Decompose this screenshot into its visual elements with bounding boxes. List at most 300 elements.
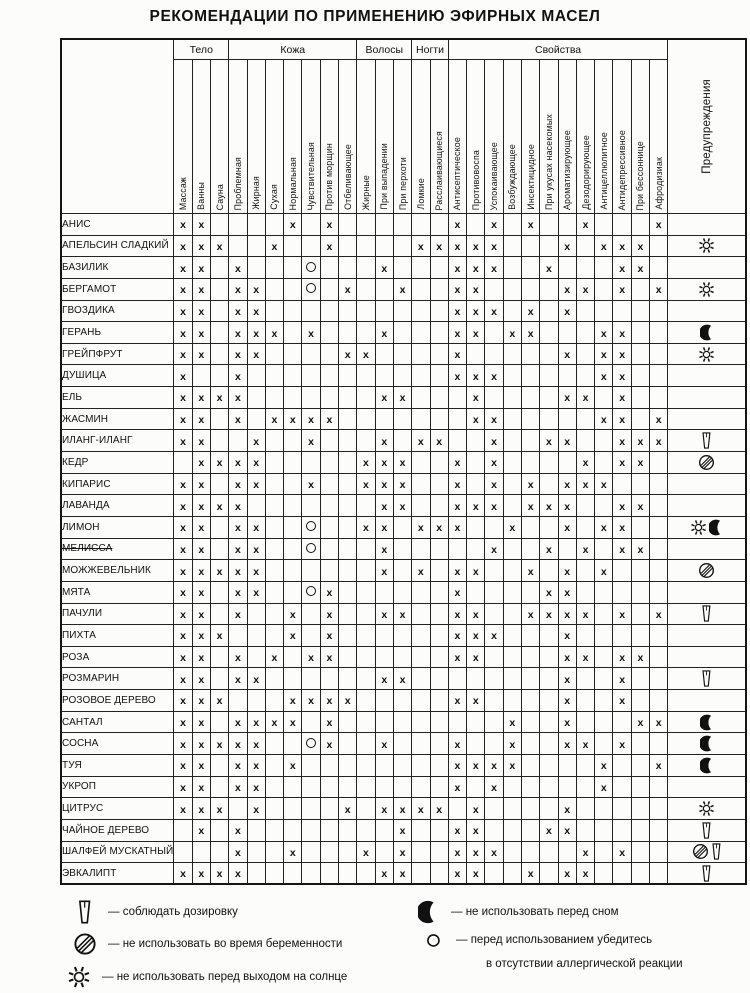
matrix-cell (192, 581, 210, 603)
matrix-cell (467, 776, 485, 798)
matrix-cell (430, 625, 448, 647)
matrix-cell (174, 711, 192, 733)
x-mark: х (454, 695, 461, 708)
matrix-cell (265, 646, 283, 668)
matrix-cell (650, 473, 668, 495)
x-mark: х (527, 219, 534, 232)
matrix-cell (357, 343, 375, 365)
x-mark: х (619, 695, 626, 708)
matrix-cell (339, 646, 357, 668)
x-mark: х (234, 717, 241, 730)
x-mark: х (564, 608, 571, 621)
matrix-cell (247, 690, 265, 712)
matrix-cell (448, 430, 466, 452)
matrix-cell (448, 841, 466, 863)
matrix-cell (448, 343, 466, 365)
matrix-cell (485, 214, 503, 236)
matrix-cell (576, 581, 594, 603)
matrix-cell (302, 278, 320, 300)
matrix-cell (521, 733, 539, 755)
matrix-cell (540, 300, 558, 322)
matrix-cell (576, 625, 594, 647)
matrix-cell (247, 278, 265, 300)
matrix-cell (247, 560, 265, 582)
matrix-cell (540, 235, 558, 257)
matrix-cell (375, 430, 393, 452)
matrix-cell (192, 603, 210, 625)
matrix-cell (192, 560, 210, 582)
x-mark: х (546, 608, 552, 621)
matrix-cell (265, 863, 283, 885)
x-mark: х (582, 652, 589, 665)
x-mark: х (527, 479, 534, 491)
x-mark: х (491, 435, 497, 448)
x-mark: х (234, 414, 241, 427)
matrix-cell (467, 343, 485, 365)
x-mark: х (344, 284, 351, 297)
x-mark: х (198, 825, 205, 838)
matrix-cell (558, 387, 576, 409)
matrix-cell (613, 495, 631, 517)
matrix-cell (284, 408, 302, 430)
x-mark: х (491, 500, 497, 513)
matrix-cell (448, 538, 466, 560)
group-header: Ногти (412, 39, 449, 60)
matrix-cell (430, 516, 448, 538)
matrix-cell (412, 668, 430, 690)
x-mark: х (600, 522, 607, 535)
x-mark: х (308, 327, 314, 340)
matrix-cell (558, 733, 576, 755)
matrix-cell (247, 863, 265, 885)
warning-cell (668, 387, 746, 409)
matrix-cell (558, 235, 576, 257)
matrix-cell (595, 841, 613, 863)
matrix-cell (210, 452, 228, 474)
x-mark: х (216, 868, 223, 881)
matrix-cell (320, 278, 338, 300)
x-mark: х (234, 457, 241, 470)
x-mark: х (527, 868, 534, 881)
matrix-cell (393, 430, 411, 452)
matrix-cell (229, 538, 247, 560)
x-mark: х (180, 500, 186, 513)
matrix-cell (467, 452, 485, 474)
matrix-cell (467, 819, 485, 841)
matrix-cell (393, 452, 411, 474)
matrix-cell (558, 278, 576, 300)
x-mark: х (491, 781, 497, 794)
matrix-cell (320, 863, 338, 885)
matrix-cell (595, 690, 613, 712)
legend-item (72, 932, 342, 956)
matrix-cell (448, 646, 466, 668)
matrix-cell (174, 430, 192, 452)
matrix-cell (302, 798, 320, 820)
matrix-cell (631, 408, 649, 430)
matrix-cell (210, 581, 228, 603)
column-header: Ломкие (412, 60, 430, 214)
x-mark: х (600, 565, 607, 578)
matrix-cell (650, 235, 668, 257)
matrix-cell (540, 430, 558, 452)
oil-row (61, 733, 746, 755)
matrix-cell (339, 235, 357, 257)
x-mark: х (491, 219, 497, 232)
oil-row (61, 625, 746, 647)
matrix-cell (521, 841, 539, 863)
matrix-cell (521, 560, 539, 582)
x-mark: х (491, 479, 497, 491)
matrix-cell (174, 278, 192, 300)
x-mark: х (546, 262, 552, 275)
matrix-cell (174, 235, 192, 257)
matrix-cell (192, 646, 210, 668)
x-mark: х (180, 219, 186, 232)
legend-text: — не использовать перед выходом на солнце (102, 971, 348, 983)
x-mark: х (564, 284, 571, 297)
oil-row (61, 819, 746, 841)
matrix-cell (521, 776, 539, 798)
matrix-cell (174, 776, 192, 798)
matrix-cell (174, 560, 192, 582)
x-mark: х (363, 457, 369, 470)
matrix-cell (375, 300, 393, 322)
x-mark: х (381, 803, 388, 816)
matrix-cell (393, 257, 411, 279)
matrix-cell (284, 452, 302, 474)
matrix-cell (320, 343, 338, 365)
matrix-cell (485, 365, 503, 387)
x-mark: х (546, 435, 552, 448)
x-mark: х (619, 457, 626, 470)
matrix-cell (320, 235, 338, 257)
matrix-cell (375, 603, 393, 625)
x-mark: х (454, 479, 461, 491)
x-mark: х (619, 846, 626, 859)
sun-icon (698, 237, 715, 254)
matrix-cell (174, 408, 192, 430)
x-mark: х (253, 349, 260, 362)
matrix-cell (284, 560, 302, 582)
matrix-cell (576, 322, 594, 344)
matrix-cell (558, 214, 576, 236)
matrix-cell (357, 690, 375, 712)
matrix-cell (521, 257, 539, 279)
matrix-cell (430, 300, 448, 322)
oil-name: АПЕЛЬСИН СЛАДКИЙ (61, 235, 174, 257)
matrix-cell (339, 473, 357, 495)
x-mark: х (637, 435, 644, 448)
x-mark: х (253, 305, 260, 318)
x-mark: х (454, 738, 461, 751)
matrix-cell (393, 755, 411, 777)
matrix-cell (302, 387, 320, 409)
matrix-cell (412, 322, 430, 344)
x-mark: х (582, 479, 589, 491)
x-mark: х (180, 738, 186, 751)
matrix-cell (192, 819, 210, 841)
matrix-cell (229, 625, 247, 647)
matrix-cell (339, 408, 357, 430)
column-header: При перхоти (393, 60, 411, 214)
oil-name: РОЗА (61, 646, 174, 668)
matrix-cell (595, 214, 613, 236)
matrix-cell (540, 711, 558, 733)
matrix-cell (265, 711, 283, 733)
warning-cell (668, 214, 746, 236)
matrix-cell (650, 278, 668, 300)
x-mark: х (198, 219, 205, 232)
x-mark: х (454, 500, 461, 513)
x-mark: х (198, 522, 205, 535)
matrix-cell (613, 387, 631, 409)
matrix-cell (485, 690, 503, 712)
sun-icon (67, 965, 91, 989)
matrix-cell (448, 776, 466, 798)
x-mark: х (509, 327, 516, 340)
matrix-cell (284, 257, 302, 279)
x-mark: х (180, 717, 186, 730)
matrix-cell (174, 733, 192, 755)
matrix-cell (613, 646, 631, 668)
sun-icon (698, 800, 715, 817)
dosage-icon (701, 865, 712, 882)
matrix-cell (247, 408, 265, 430)
x-mark: х (619, 522, 626, 535)
x-mark: х (234, 825, 241, 838)
x-mark: х (180, 240, 186, 253)
matrix-cell (339, 430, 357, 452)
x-mark: х (655, 284, 662, 297)
x-mark: х (454, 587, 461, 600)
matrix-cell (467, 387, 485, 409)
matrix-cell (430, 257, 448, 279)
x-mark: х (198, 262, 205, 275)
matrix-cell (485, 300, 503, 322)
x-mark: х (491, 760, 497, 773)
x-mark: х (417, 803, 424, 816)
matrix-cell (595, 863, 613, 885)
matrix-cell (375, 625, 393, 647)
matrix-cell (375, 581, 393, 603)
matrix-cell (174, 387, 192, 409)
matrix-cell (393, 495, 411, 517)
matrix-cell (650, 300, 668, 322)
matrix-cell (412, 387, 430, 409)
x-mark: х (509, 738, 516, 751)
matrix-cell (558, 452, 576, 474)
matrix-cell (174, 646, 192, 668)
oil-row (61, 841, 746, 863)
matrix-cell (467, 863, 485, 885)
matrix-cell (467, 755, 485, 777)
matrix-cell (503, 495, 521, 517)
matrix-cell (393, 603, 411, 625)
matrix-cell (320, 300, 338, 322)
column-header: Успокаивающее (485, 60, 503, 214)
x-mark: х (454, 652, 461, 665)
x-mark: х (216, 457, 223, 470)
matrix-cell (540, 646, 558, 668)
matrix-cell (650, 560, 668, 582)
matrix-cell (503, 235, 521, 257)
x-mark: х (381, 522, 388, 535)
matrix-cell (485, 560, 503, 582)
matrix-cell (375, 711, 393, 733)
matrix-cell (576, 603, 594, 625)
matrix-cell (540, 755, 558, 777)
x-mark: х (564, 717, 571, 730)
column-header: При укусах насекомых (540, 60, 558, 214)
matrix-cell (650, 322, 668, 344)
matrix-cell (540, 214, 558, 236)
x-mark: х (582, 457, 589, 470)
matrix-cell (650, 841, 668, 863)
matrix-cell (265, 798, 283, 820)
matrix-cell (631, 387, 649, 409)
matrix-cell (576, 408, 594, 430)
matrix-cell (521, 495, 539, 517)
matrix-cell (339, 560, 357, 582)
matrix-cell (320, 560, 338, 582)
matrix-cell (521, 581, 539, 603)
matrix-cell (284, 841, 302, 863)
matrix-cell (430, 819, 448, 841)
matrix-cell (467, 408, 485, 430)
oil-row (61, 538, 746, 560)
x-mark: х (527, 608, 534, 621)
matrix-cell (265, 365, 283, 387)
matrix-cell (650, 538, 668, 560)
matrix-cell (375, 495, 393, 517)
x-mark: х (198, 457, 205, 470)
matrix-cell (576, 841, 594, 863)
matrix-cell (192, 668, 210, 690)
matrix-cell (210, 495, 228, 517)
matrix-cell (229, 473, 247, 495)
matrix-cell (284, 300, 302, 322)
matrix-cell (357, 798, 375, 820)
matrix-cell (503, 733, 521, 755)
matrix-cell (631, 733, 649, 755)
matrix-cell (302, 408, 320, 430)
warning-cell (668, 776, 746, 798)
matrix-cell (192, 495, 210, 517)
matrix-cell (631, 690, 649, 712)
matrix-cell (448, 322, 466, 344)
matrix-cell (503, 690, 521, 712)
legend-text: — перед использованием убедитесь (456, 934, 653, 947)
matrix-cell (430, 235, 448, 257)
matrix-cell (320, 798, 338, 820)
x-mark: х (253, 457, 260, 470)
x-mark: х (253, 717, 260, 730)
matrix-cell (247, 235, 265, 257)
x-mark: х (399, 500, 406, 513)
matrix-cell (229, 776, 247, 798)
matrix-cell (631, 343, 649, 365)
pregnancy-icon (698, 454, 715, 471)
matrix-cell (174, 538, 192, 560)
x-mark: х (326, 630, 333, 643)
x-mark: х (454, 630, 461, 643)
matrix-cell (393, 733, 411, 755)
x-mark: х (198, 652, 205, 665)
matrix-cell (229, 581, 247, 603)
matrix-cell (412, 776, 430, 798)
x-mark: х (491, 457, 497, 470)
x-mark: х (472, 565, 479, 578)
matrix-cell (448, 560, 466, 582)
matrix-cell (210, 257, 228, 279)
x-mark: х (417, 565, 424, 578)
matrix-cell (284, 516, 302, 538)
matrix-cell (357, 257, 375, 279)
matrix-cell (430, 711, 448, 733)
moon-icon (709, 519, 723, 536)
matrix-cell (284, 603, 302, 625)
column-header: При выпадении (375, 60, 393, 214)
x-mark: х (198, 435, 205, 448)
matrix-cell (192, 365, 210, 387)
x-mark: х (234, 327, 241, 340)
matrix-cell (503, 819, 521, 841)
matrix-cell (576, 257, 594, 279)
x-mark: х (655, 435, 662, 448)
matrix-cell (503, 300, 521, 322)
warning-cell (668, 668, 746, 690)
matrix-cell (503, 776, 521, 798)
matrix-cell (265, 755, 283, 777)
x-mark: х (326, 652, 333, 665)
matrix-cell (393, 343, 411, 365)
column-header: Дезодорирующее (576, 60, 594, 214)
matrix-cell (375, 560, 393, 582)
legend-item (72, 900, 238, 924)
oil-name: СОСНА (61, 733, 174, 755)
matrix-cell (393, 538, 411, 560)
matrix-cell (284, 690, 302, 712)
matrix-cell (375, 863, 393, 885)
matrix-cell (521, 343, 539, 365)
legend-text: — не использовать перед сном (451, 906, 619, 918)
matrix-cell (650, 776, 668, 798)
matrix-cell (302, 625, 320, 647)
x-mark: х (472, 392, 479, 405)
matrix-cell (650, 863, 668, 885)
x-mark: х (289, 608, 296, 621)
matrix-cell (375, 452, 393, 474)
matrix-cell (375, 278, 393, 300)
column-header: Возбуждающее (503, 60, 521, 214)
legend-item (66, 965, 347, 989)
matrix-cell (595, 408, 613, 430)
matrix-cell (467, 581, 485, 603)
matrix-cell (339, 711, 357, 733)
matrix-cell (375, 733, 393, 755)
oil-name: ЖАСМИН (61, 408, 174, 430)
matrix-cell (265, 278, 283, 300)
x-mark: х (454, 284, 461, 297)
x-mark: х (564, 652, 571, 665)
x-mark: х (619, 652, 626, 665)
matrix-cell (412, 235, 430, 257)
matrix-cell (467, 365, 485, 387)
oil-name: ЛАВАНДА (61, 495, 174, 517)
matrix-cell (631, 452, 649, 474)
matrix-cell (393, 625, 411, 647)
